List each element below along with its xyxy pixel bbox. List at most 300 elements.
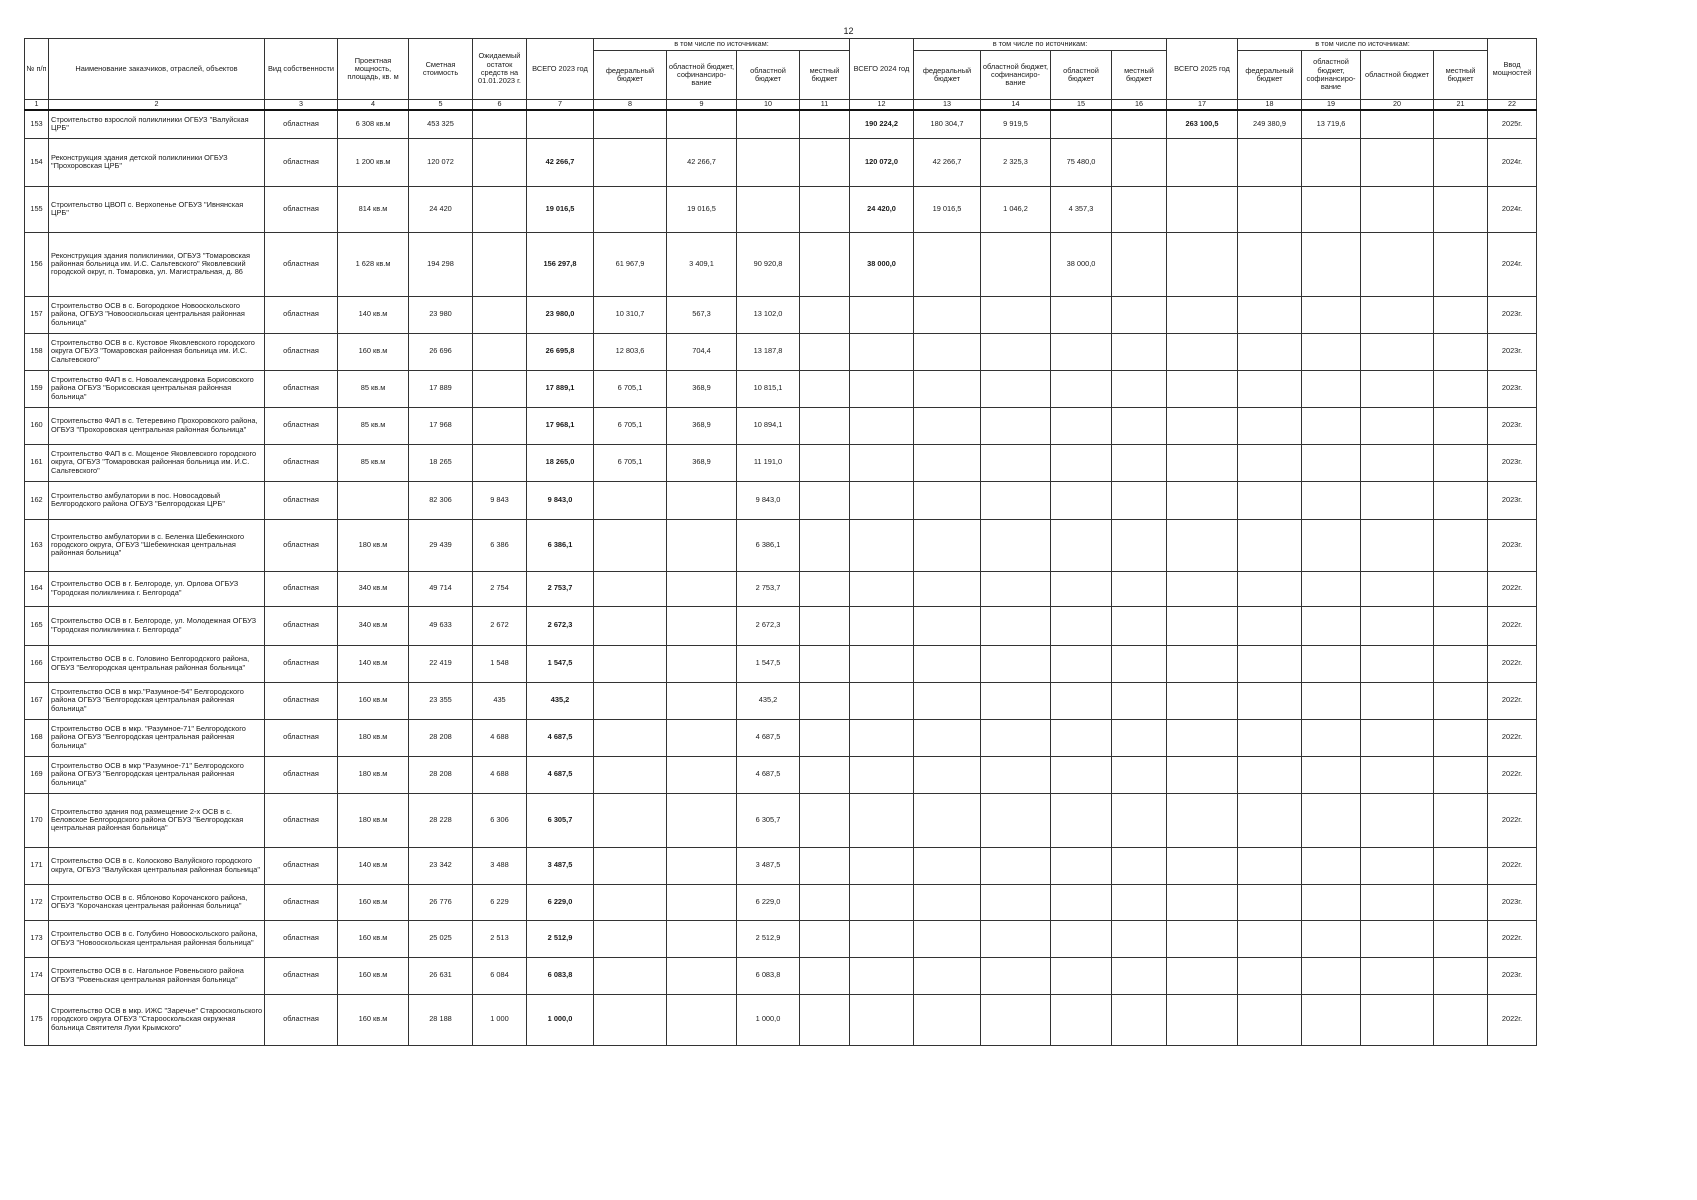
cell-federal-2025 bbox=[1238, 719, 1302, 756]
table-row bbox=[25, 756, 1537, 793]
cell-federal-2025 bbox=[1238, 793, 1302, 847]
cell-cofinancing-2024 bbox=[981, 370, 1051, 407]
cell-total-2024 bbox=[850, 333, 914, 370]
cell-regional-2023: 9 843,0 bbox=[737, 481, 800, 519]
cell-regional-2024: 4 357,3 bbox=[1051, 186, 1112, 232]
cell-cofinancing-2023 bbox=[667, 793, 737, 847]
cell-row-number: 162 bbox=[25, 481, 49, 519]
cell-regional-2025 bbox=[1361, 138, 1434, 186]
cell-federal-2023 bbox=[594, 682, 667, 719]
cell-remainder bbox=[473, 232, 527, 296]
cell-commissioning-year: 2023г. bbox=[1488, 407, 1537, 444]
col-header-name: Наименование заказчиков, отраслей, объектов bbox=[49, 39, 265, 100]
cell-cofinancing-2024 bbox=[981, 296, 1051, 333]
cell-total-2023: 435,2 bbox=[527, 682, 594, 719]
sub-header-regional: областной бюджет bbox=[737, 51, 800, 100]
cell-regional-2024 bbox=[1051, 793, 1112, 847]
cell-estimate-cost: 23 355 bbox=[409, 682, 473, 719]
cell-local-2024 bbox=[1112, 186, 1167, 232]
cell-local-2025 bbox=[1434, 110, 1488, 138]
cell-object-name: Строительство ОСВ в с. Головино Белгородского района, ОГБУЗ "Белгородская центральная районная больница" bbox=[49, 645, 265, 682]
cell-row-number: 164 bbox=[25, 571, 49, 606]
cell-object-name: Строительство ОСВ в г. Белгороде, ул. Молодежная ОГБУЗ "Городская поликлиника г. Белгорода" bbox=[49, 606, 265, 645]
table-row bbox=[25, 407, 1537, 444]
cell-cofinancing-2024 bbox=[981, 407, 1051, 444]
cell-local-2023 bbox=[800, 110, 850, 138]
cell-row-number: 174 bbox=[25, 957, 49, 994]
cell-capacity: 140 кв.м bbox=[338, 645, 409, 682]
column-number: 6 bbox=[473, 100, 527, 111]
cell-local-2023 bbox=[800, 333, 850, 370]
cell-total-2024 bbox=[850, 920, 914, 957]
cell-capacity: 6 308 кв.м bbox=[338, 110, 409, 138]
cell-total-2025 bbox=[1167, 793, 1238, 847]
cell-total-2024 bbox=[850, 370, 914, 407]
cell-total-2025 bbox=[1167, 957, 1238, 994]
cell-local-2023 bbox=[800, 571, 850, 606]
column-number: 8 bbox=[594, 100, 667, 111]
cell-federal-2024 bbox=[914, 793, 981, 847]
cell-ownership: областная bbox=[265, 138, 338, 186]
cell-total-2023: 18 265,0 bbox=[527, 444, 594, 481]
cell-local-2025 bbox=[1434, 370, 1488, 407]
cell-cofinancing-2023: 368,9 bbox=[667, 370, 737, 407]
cell-row-number: 170 bbox=[25, 793, 49, 847]
cell-estimate-cost: 120 072 bbox=[409, 138, 473, 186]
cell-remainder: 6 084 bbox=[473, 957, 527, 994]
cell-federal-2023 bbox=[594, 957, 667, 994]
cell-federal-2024 bbox=[914, 519, 981, 571]
cell-regional-2025 bbox=[1361, 756, 1434, 793]
cell-total-2023: 1 000,0 bbox=[527, 994, 594, 1045]
cell-total-2025 bbox=[1167, 645, 1238, 682]
cell-cofinancing-2024 bbox=[981, 793, 1051, 847]
cell-total-2023: 3 487,5 bbox=[527, 847, 594, 884]
cell-object-name: Строительство ОСВ в с. Богородское Новооскольского района, ОГБУЗ "Новооскольская центральная районная больница" bbox=[49, 296, 265, 333]
cell-estimate-cost: 18 265 bbox=[409, 444, 473, 481]
cell-commissioning-year: 2024г. bbox=[1488, 232, 1537, 296]
cell-federal-2023 bbox=[594, 571, 667, 606]
cell-regional-2023: 10 815,1 bbox=[737, 370, 800, 407]
cell-remainder bbox=[473, 407, 527, 444]
cell-cofinancing-2024 bbox=[981, 682, 1051, 719]
cell-remainder: 9 843 bbox=[473, 481, 527, 519]
cell-cofinancing-2025 bbox=[1302, 333, 1361, 370]
cell-local-2023 bbox=[800, 186, 850, 232]
cell-local-2024 bbox=[1112, 719, 1167, 756]
cell-total-2023: 2 672,3 bbox=[527, 606, 594, 645]
cell-object-name: Строительство ФАП в с. Мощеное Яковлевского городского округа, ОГБУЗ "Томаровская районная больница им. И.С. Сальтевского" bbox=[49, 444, 265, 481]
cell-regional-2024 bbox=[1051, 719, 1112, 756]
cell-federal-2025 bbox=[1238, 645, 1302, 682]
cell-capacity: 85 кв.м bbox=[338, 444, 409, 481]
cell-commissioning-year: 2023г. bbox=[1488, 370, 1537, 407]
cell-local-2024 bbox=[1112, 407, 1167, 444]
cell-regional-2023: 13 102,0 bbox=[737, 296, 800, 333]
cell-local-2025 bbox=[1434, 232, 1488, 296]
cell-ownership: областная bbox=[265, 606, 338, 645]
cell-regional-2025 bbox=[1361, 645, 1434, 682]
cell-federal-2024: 180 304,7 bbox=[914, 110, 981, 138]
cell-total-2025 bbox=[1167, 884, 1238, 920]
group-header-2023: в том числе по источникам: bbox=[594, 39, 850, 51]
cell-commissioning-year: 2022г. bbox=[1488, 847, 1537, 884]
cell-regional-2023: 2 753,7 bbox=[737, 571, 800, 606]
cell-cofinancing-2025 bbox=[1302, 957, 1361, 994]
cell-estimate-cost: 23 342 bbox=[409, 847, 473, 884]
cell-estimate-cost: 28 208 bbox=[409, 756, 473, 793]
cell-total-2023: 6 386,1 bbox=[527, 519, 594, 571]
cell-row-number: 168 bbox=[25, 719, 49, 756]
cell-local-2025 bbox=[1434, 645, 1488, 682]
cell-regional-2025 bbox=[1361, 232, 1434, 296]
col-header-ownership: Вид собственности bbox=[265, 39, 338, 100]
cell-total-2025 bbox=[1167, 232, 1238, 296]
cell-commissioning-year: 2023г. bbox=[1488, 481, 1537, 519]
cell-cofinancing-2025 bbox=[1302, 444, 1361, 481]
cell-federal-2025 bbox=[1238, 519, 1302, 571]
cell-federal-2025 bbox=[1238, 232, 1302, 296]
cell-federal-2025 bbox=[1238, 884, 1302, 920]
cell-total-2025 bbox=[1167, 606, 1238, 645]
cell-capacity: 160 кв.м bbox=[338, 333, 409, 370]
cell-object-name: Строительство ОСВ в мкр. ИЖС "Заречье" Старооскольского городского округа ОГБУЗ "Старооскольская окружная больница Святителя Луки Крымского" bbox=[49, 994, 265, 1045]
cell-commissioning-year: 2022г. bbox=[1488, 920, 1537, 957]
column-number: 22 bbox=[1488, 100, 1537, 111]
table-row bbox=[25, 571, 1537, 606]
cell-row-number: 161 bbox=[25, 444, 49, 481]
investment-table bbox=[24, 38, 1537, 1046]
sub-header-cofinancing: областной бюджет, софинансиро-вание bbox=[667, 51, 737, 100]
column-number: 14 bbox=[981, 100, 1051, 111]
cell-ownership: областная bbox=[265, 756, 338, 793]
cell-total-2025 bbox=[1167, 682, 1238, 719]
cell-total-2025 bbox=[1167, 444, 1238, 481]
cell-remainder: 6 386 bbox=[473, 519, 527, 571]
cell-total-2024: 38 000,0 bbox=[850, 232, 914, 296]
cell-ownership: областная bbox=[265, 571, 338, 606]
column-number: 12 bbox=[850, 100, 914, 111]
cell-local-2025 bbox=[1434, 481, 1488, 519]
cell-cofinancing-2024 bbox=[981, 920, 1051, 957]
col-header-total-2025: ВСЕГО 2025 год bbox=[1167, 39, 1238, 100]
cell-total-2024 bbox=[850, 719, 914, 756]
cell-regional-2023: 6 083,8 bbox=[737, 957, 800, 994]
cell-local-2023 bbox=[800, 481, 850, 519]
cell-estimate-cost: 49 714 bbox=[409, 571, 473, 606]
cell-cofinancing-2024 bbox=[981, 519, 1051, 571]
cell-regional-2025 bbox=[1361, 571, 1434, 606]
cell-commissioning-year: 2024г. bbox=[1488, 186, 1537, 232]
cell-remainder bbox=[473, 296, 527, 333]
cell-regional-2024 bbox=[1051, 606, 1112, 645]
cell-regional-2025 bbox=[1361, 519, 1434, 571]
cell-federal-2024 bbox=[914, 957, 981, 994]
cell-total-2024: 120 072,0 bbox=[850, 138, 914, 186]
cell-estimate-cost: 28 228 bbox=[409, 793, 473, 847]
cell-cofinancing-2025 bbox=[1302, 920, 1361, 957]
cell-regional-2024 bbox=[1051, 110, 1112, 138]
table-row bbox=[25, 186, 1537, 232]
cell-estimate-cost: 17 889 bbox=[409, 370, 473, 407]
cell-federal-2024 bbox=[914, 571, 981, 606]
table-row bbox=[25, 645, 1537, 682]
sub-header-regional: областной бюджет bbox=[1051, 51, 1112, 100]
cell-local-2024 bbox=[1112, 682, 1167, 719]
cell-local-2023 bbox=[800, 957, 850, 994]
cell-local-2023 bbox=[800, 138, 850, 186]
cell-local-2025 bbox=[1434, 756, 1488, 793]
cell-local-2024 bbox=[1112, 994, 1167, 1045]
cell-cofinancing-2024 bbox=[981, 847, 1051, 884]
cell-object-name: Строительство ЦВОП с. Верхопенье ОГБУЗ "Ивнянская ЦРБ" bbox=[49, 186, 265, 232]
cell-local-2025 bbox=[1434, 444, 1488, 481]
cell-federal-2023: 6 705,1 bbox=[594, 407, 667, 444]
table-row bbox=[25, 793, 1537, 847]
cell-regional-2023: 4 687,5 bbox=[737, 756, 800, 793]
column-number: 17 bbox=[1167, 100, 1238, 111]
cell-remainder bbox=[473, 186, 527, 232]
cell-cofinancing-2025 bbox=[1302, 138, 1361, 186]
cell-row-number: 159 bbox=[25, 370, 49, 407]
cell-remainder bbox=[473, 444, 527, 481]
cell-object-name: Строительство ОСВ в с. Голубино Новооскольского района, ОГБУЗ "Новооскольская центральная районная больница" bbox=[49, 920, 265, 957]
cell-total-2024: 190 224,2 bbox=[850, 110, 914, 138]
cell-total-2025 bbox=[1167, 186, 1238, 232]
cell-total-2025 bbox=[1167, 847, 1238, 884]
cell-federal-2024 bbox=[914, 847, 981, 884]
cell-local-2024 bbox=[1112, 756, 1167, 793]
cell-federal-2024 bbox=[914, 333, 981, 370]
cell-estimate-cost: 17 968 bbox=[409, 407, 473, 444]
cell-remainder: 4 688 bbox=[473, 719, 527, 756]
cell-regional-2025 bbox=[1361, 606, 1434, 645]
cell-regional-2025 bbox=[1361, 444, 1434, 481]
cell-ownership: областная bbox=[265, 957, 338, 994]
cell-total-2025 bbox=[1167, 719, 1238, 756]
cell-capacity: 160 кв.м bbox=[338, 884, 409, 920]
cell-regional-2023: 6 229,0 bbox=[737, 884, 800, 920]
cell-ownership: областная bbox=[265, 186, 338, 232]
cell-local-2025 bbox=[1434, 333, 1488, 370]
cell-row-number: 175 bbox=[25, 994, 49, 1045]
cell-total-2024 bbox=[850, 407, 914, 444]
cell-remainder: 1 548 bbox=[473, 645, 527, 682]
cell-row-number: 167 bbox=[25, 682, 49, 719]
cell-cofinancing-2023 bbox=[667, 957, 737, 994]
cell-cofinancing-2024: 2 325,3 bbox=[981, 138, 1051, 186]
cell-regional-2025 bbox=[1361, 481, 1434, 519]
cell-cofinancing-2024: 1 046,2 bbox=[981, 186, 1051, 232]
cell-federal-2023 bbox=[594, 481, 667, 519]
cell-estimate-cost: 194 298 bbox=[409, 232, 473, 296]
cell-regional-2025 bbox=[1361, 793, 1434, 847]
cell-total-2023: 42 266,7 bbox=[527, 138, 594, 186]
cell-regional-2025 bbox=[1361, 957, 1434, 994]
cell-local-2025 bbox=[1434, 682, 1488, 719]
cell-local-2024 bbox=[1112, 793, 1167, 847]
cell-capacity: 160 кв.м bbox=[338, 957, 409, 994]
sub-header-federal: федеральный бюджет bbox=[1238, 51, 1302, 100]
cell-federal-2025 bbox=[1238, 994, 1302, 1045]
cell-cofinancing-2023 bbox=[667, 481, 737, 519]
cell-regional-2023: 6 386,1 bbox=[737, 519, 800, 571]
cell-federal-2023 bbox=[594, 920, 667, 957]
cell-total-2023: 6 305,7 bbox=[527, 793, 594, 847]
cell-federal-2024 bbox=[914, 682, 981, 719]
sub-header-local: местный бюджет bbox=[800, 51, 850, 100]
cell-total-2024 bbox=[850, 756, 914, 793]
cell-cofinancing-2025 bbox=[1302, 756, 1361, 793]
cell-regional-2023: 10 894,1 bbox=[737, 407, 800, 444]
cell-total-2023: 23 980,0 bbox=[527, 296, 594, 333]
cell-regional-2024 bbox=[1051, 370, 1112, 407]
col-header-commissioning: Ввод мощностей bbox=[1488, 39, 1537, 100]
cell-federal-2025 bbox=[1238, 682, 1302, 719]
cell-cofinancing-2023 bbox=[667, 682, 737, 719]
cell-row-number: 163 bbox=[25, 519, 49, 571]
cell-cofinancing-2024 bbox=[981, 333, 1051, 370]
cell-row-number: 156 bbox=[25, 232, 49, 296]
cell-row-number: 155 bbox=[25, 186, 49, 232]
cell-regional-2023: 3 487,5 bbox=[737, 847, 800, 884]
cell-federal-2023 bbox=[594, 186, 667, 232]
cell-commissioning-year: 2023г. bbox=[1488, 884, 1537, 920]
cell-capacity: 140 кв.м bbox=[338, 296, 409, 333]
cell-regional-2023 bbox=[737, 138, 800, 186]
cell-cofinancing-2023: 3 409,1 bbox=[667, 232, 737, 296]
cell-federal-2024 bbox=[914, 606, 981, 645]
cell-local-2023 bbox=[800, 682, 850, 719]
column-number: 9 bbox=[667, 100, 737, 111]
table-row bbox=[25, 333, 1537, 370]
cell-ownership: областная bbox=[265, 847, 338, 884]
cell-cofinancing-2023 bbox=[667, 110, 737, 138]
cell-total-2023 bbox=[527, 110, 594, 138]
cell-local-2024 bbox=[1112, 296, 1167, 333]
cell-cofinancing-2023 bbox=[667, 645, 737, 682]
cell-local-2024 bbox=[1112, 847, 1167, 884]
cell-row-number: 158 bbox=[25, 333, 49, 370]
cell-local-2025 bbox=[1434, 957, 1488, 994]
cell-regional-2025 bbox=[1361, 370, 1434, 407]
cell-regional-2023: 90 920,8 bbox=[737, 232, 800, 296]
cell-commissioning-year: 2022г. bbox=[1488, 756, 1537, 793]
cell-federal-2025 bbox=[1238, 186, 1302, 232]
cell-object-name: Строительство ОСВ в г. Белгороде, ул. Орлова ОГБУЗ "Городская поликлиника г. Белгорода" bbox=[49, 571, 265, 606]
cell-regional-2025 bbox=[1361, 186, 1434, 232]
table-row bbox=[25, 957, 1537, 994]
cell-regional-2025 bbox=[1361, 296, 1434, 333]
cell-remainder: 2 672 bbox=[473, 606, 527, 645]
cell-total-2025 bbox=[1167, 481, 1238, 519]
cell-local-2023 bbox=[800, 645, 850, 682]
col-header-capacity: Проектная мощность, площадь, кв. м bbox=[338, 39, 409, 100]
cell-cofinancing-2023: 567,3 bbox=[667, 296, 737, 333]
cell-total-2025 bbox=[1167, 407, 1238, 444]
cell-estimate-cost: 25 025 bbox=[409, 920, 473, 957]
cell-federal-2024 bbox=[914, 884, 981, 920]
cell-remainder: 6 306 bbox=[473, 793, 527, 847]
cell-cofinancing-2023 bbox=[667, 719, 737, 756]
cell-federal-2024 bbox=[914, 920, 981, 957]
cell-cofinancing-2024 bbox=[981, 645, 1051, 682]
cell-ownership: областная bbox=[265, 719, 338, 756]
cell-local-2023 bbox=[800, 519, 850, 571]
cell-local-2025 bbox=[1434, 571, 1488, 606]
cell-cofinancing-2024 bbox=[981, 719, 1051, 756]
cell-capacity: 180 кв.м bbox=[338, 519, 409, 571]
cell-total-2023: 19 016,5 bbox=[527, 186, 594, 232]
cell-federal-2023 bbox=[594, 645, 667, 682]
cell-federal-2023 bbox=[594, 110, 667, 138]
table-row bbox=[25, 444, 1537, 481]
cell-local-2024 bbox=[1112, 606, 1167, 645]
table-row bbox=[25, 519, 1537, 571]
cell-total-2024 bbox=[850, 481, 914, 519]
cell-total-2025 bbox=[1167, 756, 1238, 793]
cell-total-2023: 156 297,8 bbox=[527, 232, 594, 296]
cell-total-2023: 17 968,1 bbox=[527, 407, 594, 444]
sub-header-cofinancing: областной бюджет, софинансиро-вание bbox=[981, 51, 1051, 100]
cell-regional-2023 bbox=[737, 186, 800, 232]
column-number: 16 bbox=[1112, 100, 1167, 111]
cell-cofinancing-2025 bbox=[1302, 719, 1361, 756]
cell-cofinancing-2024: 9 919,5 bbox=[981, 110, 1051, 138]
cell-cofinancing-2023: 42 266,7 bbox=[667, 138, 737, 186]
cell-cofinancing-2024 bbox=[981, 957, 1051, 994]
cell-cofinancing-2024 bbox=[981, 444, 1051, 481]
cell-commissioning-year: 2022г. bbox=[1488, 571, 1537, 606]
cell-federal-2025 bbox=[1238, 407, 1302, 444]
cell-local-2024 bbox=[1112, 333, 1167, 370]
cell-regional-2023: 1 547,5 bbox=[737, 645, 800, 682]
cell-commissioning-year: 2023г. bbox=[1488, 333, 1537, 370]
sub-header-federal: федеральный бюджет bbox=[594, 51, 667, 100]
cell-object-name: Реконструкция здания поликлиники, ОГБУЗ "Томаровская районная больница им. И.С. Сальтевского" Яковлевский городской округ, п. Томаровка, ул. Магистральная, д. 86 bbox=[49, 232, 265, 296]
cell-local-2024 bbox=[1112, 884, 1167, 920]
cell-federal-2024 bbox=[914, 645, 981, 682]
cell-regional-2023: 6 305,7 bbox=[737, 793, 800, 847]
cell-commissioning-year: 2023г. bbox=[1488, 957, 1537, 994]
column-number: 10 bbox=[737, 100, 800, 111]
cell-federal-2023 bbox=[594, 884, 667, 920]
cell-federal-2023 bbox=[594, 719, 667, 756]
cell-ownership: областная bbox=[265, 481, 338, 519]
cell-total-2023: 4 687,5 bbox=[527, 719, 594, 756]
cell-estimate-cost: 29 439 bbox=[409, 519, 473, 571]
column-number: 20 bbox=[1361, 100, 1434, 111]
table-row bbox=[25, 920, 1537, 957]
cell-local-2024 bbox=[1112, 370, 1167, 407]
cell-federal-2024 bbox=[914, 994, 981, 1045]
cell-total-2023: 9 843,0 bbox=[527, 481, 594, 519]
cell-cofinancing-2025 bbox=[1302, 186, 1361, 232]
cell-local-2025 bbox=[1434, 884, 1488, 920]
cell-object-name: Строительство ОСВ в с. Нагольное Ровеньского района ОГБУЗ "Ровеньская центральная районная больница" bbox=[49, 957, 265, 994]
cell-estimate-cost: 28 188 bbox=[409, 994, 473, 1045]
cell-ownership: областная bbox=[265, 110, 338, 138]
cell-regional-2024 bbox=[1051, 920, 1112, 957]
cell-local-2023 bbox=[800, 756, 850, 793]
cell-federal-2024 bbox=[914, 232, 981, 296]
cell-row-number: 154 bbox=[25, 138, 49, 186]
cell-federal-2024 bbox=[914, 370, 981, 407]
cell-local-2024 bbox=[1112, 138, 1167, 186]
cell-commissioning-year: 2022г. bbox=[1488, 682, 1537, 719]
column-number: 11 bbox=[800, 100, 850, 111]
cell-cofinancing-2025 bbox=[1302, 481, 1361, 519]
